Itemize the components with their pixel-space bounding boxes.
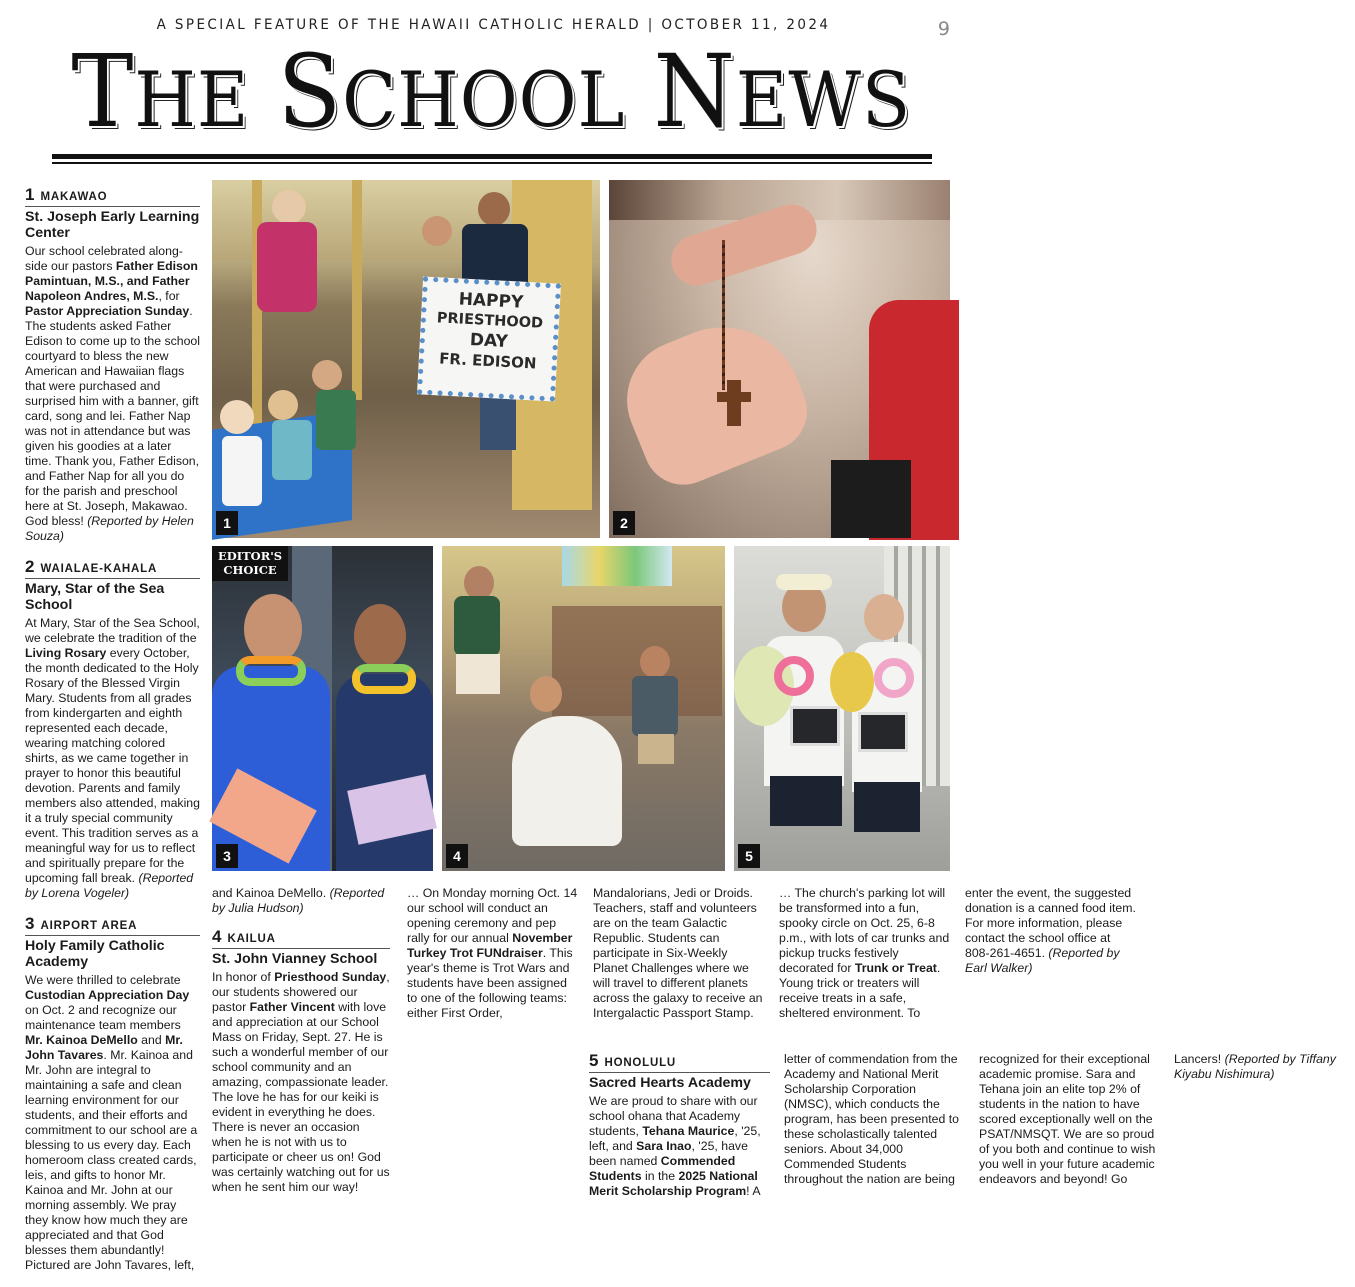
body-text: , '25, have been named [589, 1139, 748, 1168]
photo-1-number: 1 [216, 511, 238, 535]
article-4-continued [407, 886, 1137, 1026]
body-text: , our students showered our pastor [212, 970, 390, 1014]
article-2-header [25, 558, 200, 579]
article-4-body [212, 970, 390, 1195]
article-4-title: St. John Vianney School [212, 951, 378, 967]
photo-1 [212, 180, 600, 538]
body-text: … On Monday morning Oct. 14 our school will conduct an opening ceremony and pep rally for our annual [407, 886, 578, 945]
editors-choice-line-2: CHOICE [223, 563, 277, 577]
article-5-number: 5 [589, 1051, 599, 1070]
article-1 [25, 186, 200, 544]
photo-3-number: 3 [216, 844, 238, 868]
article-4-header [212, 928, 390, 949]
page-number: 9 [937, 18, 950, 40]
feature-kicker: A SPECIAL FEATURE OF THE HAWAII CATHOLIC HERALD | OCTOBER 11, 2024 [156, 17, 831, 33]
masthead-title [71, 33, 912, 150]
bold-text: Mr. Kainoa DeMello [25, 1033, 138, 1047]
article-3 [25, 915, 200, 1273]
article-1-number: 1 [25, 185, 35, 204]
bold-text: 2025 National Merit Scholarship Program [589, 1169, 758, 1198]
body-text: in the [641, 1169, 679, 1183]
article-1-header [25, 186, 200, 207]
bold-text: Tehana Maurice [642, 1124, 735, 1138]
article-4-location: KAILUA [227, 933, 276, 945]
masthead-rule-thick [52, 154, 932, 159]
article-2-location: WAIALAE-KAHALA [40, 563, 158, 575]
article-5-location: HONOLULU [604, 1057, 677, 1069]
article-1-location: MAKAWAO [40, 191, 108, 203]
body-text: . Young trick or treaters will receive treats in a safe, sheltered environment. To enter the event, the suggested donation is a canned food item. For more information, please contact the school office at 808-261-4651. [779, 886, 1136, 1020]
editors-choice-badge [212, 546, 288, 581]
bold-text: Father Vincent [249, 1000, 335, 1014]
article-2-body [25, 616, 200, 901]
byline-text: (Reported by Lorena Vogeler) [25, 871, 194, 900]
byline-text: (Reported by Helen Souza) [25, 514, 194, 543]
body-text: , '25, left, and [589, 1124, 761, 1153]
byline-text: (Reported by Earl Walker) [965, 946, 1120, 975]
masthead-news-cap: N [653, 33, 736, 150]
body-text: . This year's theme is Trot Wars and students have been assigned to one of the following teams: either First Order, Mandalorians, Jedi or Droids. Teachers, staff and volunteers are on the team Galactic Republic. Students can participate in Six-Weekly Planet Challenges where we will travel to different planets across the galaxy to receive an Intergalactic Passport Stamp. … The church's parking lot will be transformed into a fun, spooky circle on Oct. 25, 6-8 p.m., with lots of car trunks and pickup trucks festively decorated for [407, 886, 950, 1020]
body-text: We are proud to share with our school ohana that Academy students, [589, 1094, 758, 1138]
banner-line-2: PRIESTHOOD [436, 310, 544, 332]
bold-text: Priesthood Sunday [274, 970, 387, 984]
left-column [25, 186, 200, 1287]
body-text: and [137, 1033, 166, 1047]
article-5-header [589, 1052, 770, 1073]
bold-text: Sara Inao [636, 1139, 692, 1153]
masthead-the-rest: HE [134, 55, 250, 144]
bold-text: Trunk or Treat [854, 961, 937, 975]
article-3-continued [212, 886, 390, 916]
body-text: At Mary, Star of the Sea School, we celebrate the tradition of the [25, 616, 200, 645]
banner-line-3: DAY [469, 330, 509, 352]
photo-4 [442, 546, 725, 871]
byline-text: (Reported by Tiffany Kiyabu Nishimura) [1174, 1052, 1336, 1081]
photo-3 [212, 546, 433, 871]
article-3-number: 3 [25, 914, 35, 933]
masthead-news-rest: EWS [735, 55, 912, 144]
article-2-number: 2 [25, 557, 35, 576]
editors-choice-line-1: EDITOR'S [218, 549, 283, 563]
body-text: and Kainoa DeMello. [212, 886, 330, 900]
photo-2-number: 2 [613, 511, 635, 535]
bold-text: Pastor Appreciation Sunday [25, 304, 190, 318]
body-text: on Oct. 2 and recognize our maintenance team members [25, 1003, 181, 1032]
bold-text: Living Rosary [25, 646, 107, 660]
column-2 [212, 886, 390, 1209]
column-4-5 [589, 1051, 1336, 1200]
masthead-school-rest: CHOOL [342, 55, 626, 144]
body-text: Our school celebrated along-side our pastors [25, 244, 183, 273]
masthead-the-cap: T [71, 33, 135, 150]
photo-5 [734, 546, 950, 871]
article-4 [212, 928, 390, 1195]
article-5-title: Sacred Hearts Academy [589, 1075, 751, 1091]
body-text: We were thrilled to celebrate [25, 973, 181, 987]
bold-text: Mr. John Tavares [25, 1033, 183, 1062]
body-text: ! A letter of commendation from the Academy and National Merit Scholarship Corporation (NMSC), which conducts the program, has been presented to these scholastically talented seniors. About 34,000 Commended Students throughout the nation are being recognized for their exceptional academic promise. Sara and Tehana join an elite top 2% of students in the nation to have scored exceptionally well on the PSAT/NMSQT. We are so proud of you both and continue to wish you well in your future academic endeavors and beyond! Go Lancers! [746, 1052, 1225, 1198]
body-text: every October, the month dedicated to the Holy Rosary of the Blessed Virgin Mary. Students from all grades from kindergarten and eighth represented each decade, wearing matching colored shirts, as we came together in prayer to honor this beautiful devotion. Parents and family members also attended, making it a truly special community event. This tradition serves as a meaningful way for us to reflect and spiritually prepare for the upcoming fall break. [25, 646, 200, 885]
bold-text: Custodian Appreciation Day [25, 988, 190, 1002]
body-text: with love and appreciation at our School Mass on Friday, Sept. 27. He is such a wonderful member of our school community and an amazing, compassionate leader. The love he has for our keiki is evident in everything he does. There is never an occasion when he is not with us to participate or cheer us on! God was certainly watching out for us when he sent him our way! [212, 1000, 390, 1194]
article-3-header [25, 915, 200, 936]
body-text: In honor of [212, 970, 275, 984]
article-2 [25, 558, 200, 901]
article-3-title: Holy Family Catholic Academy [25, 938, 165, 970]
masthead-school-cap: S [277, 33, 343, 150]
photo-4-number: 4 [446, 844, 468, 868]
article-2-title: Mary, Star of the Sea School [25, 581, 165, 613]
article-1-body [25, 244, 200, 544]
article-4-number: 4 [212, 927, 222, 946]
article-5 [589, 1052, 1355, 1200]
body-text: , for [158, 289, 180, 303]
bold-text: November Turkey Trot FUNdraiser [407, 931, 573, 960]
article-1-title: St. Joseph Early Learning Center [25, 209, 200, 241]
body-text: . Mr. Kainoa and Mr. John are integral to maintaining a safe and clean learning environment for our students, and their efforts and commitment to our school are a blessing to us every day. Each homeroom class created cards, leis, and gifts to honor Mr. Kainoa and Mr. John at our morning assembly. We pray they know how much they are appreciated and that God blesses them abundantly! Pictured are John Tavares, left, [25, 1048, 198, 1272]
article-3-location: AIRPORT AREA [40, 920, 138, 932]
banner-line-4: FR. EDISON [438, 349, 537, 373]
byline-text: (Reported by Julia Hudson) [212, 886, 385, 915]
article-3-body [25, 973, 200, 1273]
banner-line-1: HAPPY [458, 289, 524, 313]
priesthood-day-banner [417, 276, 561, 401]
bold-text: Commended Students [589, 1154, 736, 1183]
photo-5-number: 5 [738, 844, 760, 868]
masthead-rule-thin [52, 162, 932, 164]
column-3-4 [407, 886, 1136, 1026]
body-text: . The students asked Father Edison to come up to the school courtyard to bless the new American and Hawaiian flags that were purchased and surprised him with a banner, gift card, song and lei. Father Nap was not in attendance but was given his goodies at a later time. Thank you, Father Edison, and Father Nap for all you do for the parish and preschool here at St. Joseph, Makawao. God bless! [25, 304, 200, 528]
photo-2 [609, 180, 950, 538]
bold-text: Father Edison Pamintuan, M.S., and Father Napoleon Andres, M.S. [25, 259, 198, 303]
